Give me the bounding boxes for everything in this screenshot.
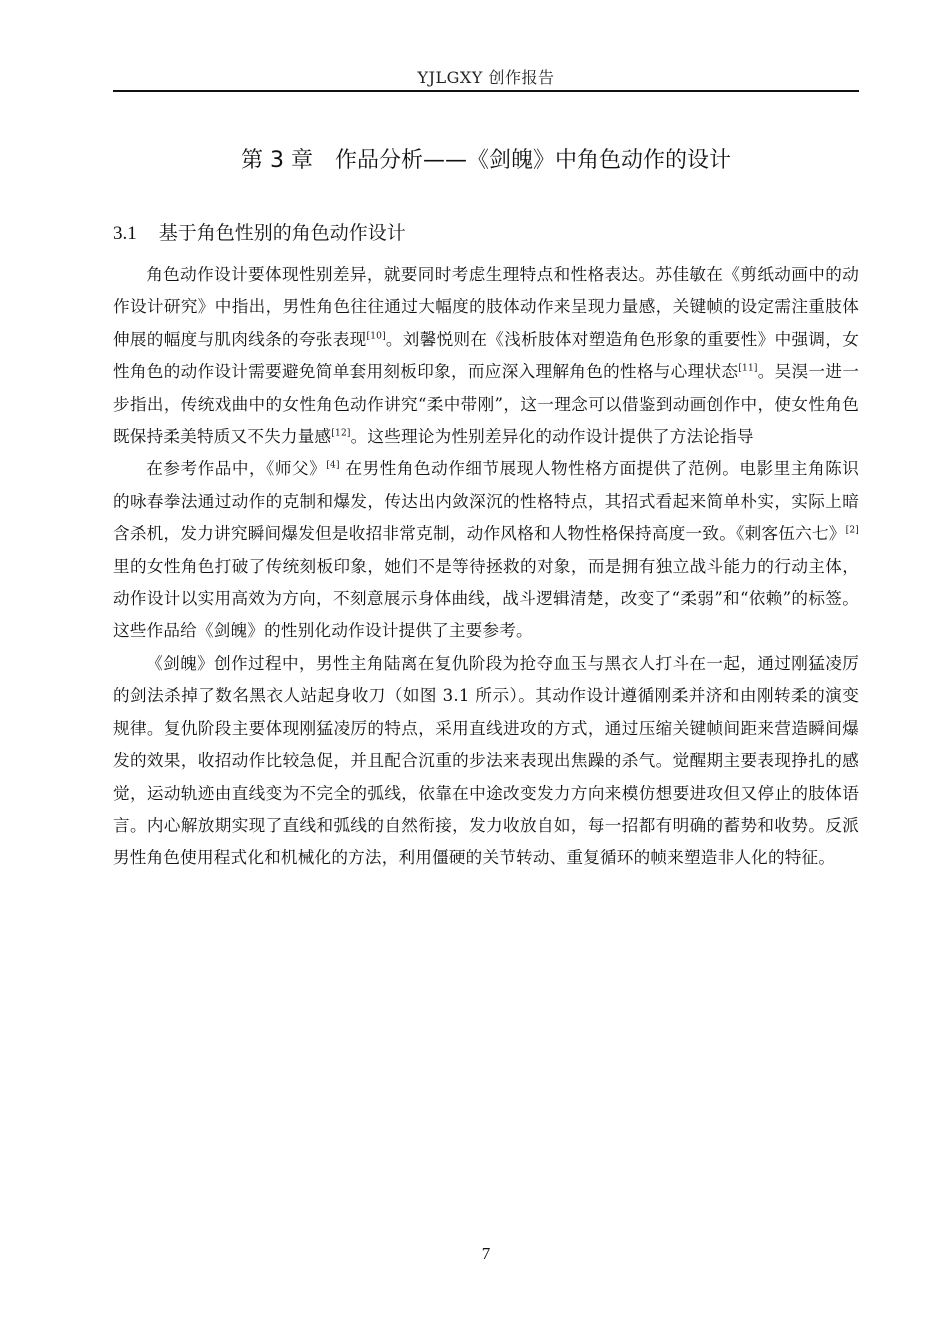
page-number: 7 xyxy=(481,1244,491,1263)
running-header: YJLGXY 创作报告 xyxy=(417,68,555,87)
paragraph-text: 。这些理论为性别差异化的动作设计提供了方法论指导 xyxy=(350,427,754,447)
paragraph-text: 。刘馨悦则在《浅析肢体对塑造角色形象的重要性》中强调，女性角色的动作设计需要避免简单套用刻板印象，而应深入理解角色的性格与心理状态 xyxy=(113,329,860,382)
citation-marker: [12] xyxy=(331,428,351,439)
paragraph-text: 《剑魄》创作过程中，男性主角陆离在复仇阶段为抢夺血玉与黑衣人打斗在一起，通过刚猛凌厉的剑法杀掉了数名黑衣人站起身收刀（如图 3.1 所示）。其动作设计遵循刚柔并济和由刚转柔的演变规律。复仇阶段主要体现刚猛凌厉的特点，采用直线进攻的方式，通过压缩关键帧间距来营造瞬间爆发的效果，收招动作比较急促，并且配合沉重的步法来表现出焦躁的杀气。觉醒期主要表现挣扎的感觉，运动轨迹由直线变为不完全的弧线，依靠在中途改变发力方向来模仿想要进攻但又停止的肢体语言。内心解放期实现了直线和弧线的自然衔接，发力收放自如，每一招都有明确的蓄势和收势。反派男性角色使用程式化和机械化的方法，利用僵硬的关节转动、重复循环的帧来塑造非人化的特征。 xyxy=(113,653,859,868)
paragraph-text: 。吴淏一进一步指出，传统戏曲中的女性角色动作讲究“柔中带刚”，这一理念可以借鉴到动画创作中，使女性角色既保持柔美特质又不失力量感 xyxy=(113,362,859,447)
paragraph-text: 在参考作品中，《师父》 xyxy=(146,459,327,479)
paragraph-text: 在男性角色动作细节展现人物性格方面提供了范例。电影里主角陈识的咏春拳法通过动作的克制和爆发，传达出内敛深沉的性格特点，其招式看起来简单朴实，实际上暗含杀机，发力讲究瞬间爆发但是收招非常克制，动作风格和人物性格保持高度一致。《刺客伍六七》 xyxy=(113,459,859,544)
paragraph-text: 角色动作设计要体现性别差异，就要同时考虑生理特点和性格表达。苏佳敏在《剪纸动画中的动作设计研究》中指出，男性角色往往通过大幅度的肢体动作来呈现力量感，关键帧的设定需注重肢体伸展的幅度与肌肉线条的夸张表现 xyxy=(113,265,859,349)
citation-marker: [2] xyxy=(845,525,859,536)
section-number: 3.1 xyxy=(113,223,137,244)
citation-marker: [4] xyxy=(326,460,340,471)
citation-marker: [10] xyxy=(366,331,386,342)
paragraph xyxy=(113,648,859,875)
citation-marker: [11] xyxy=(738,363,758,374)
chapter-title xyxy=(113,146,859,176)
section-title: 基于角色性别的角色动作设计 xyxy=(158,222,406,244)
paragraph-text: 里的女性角色打破了传统刻板印象，她们不是等待拯救的对象，而是拥有独立战斗能力的行动主体，动作设计以实用高效为方向，不刻意展示身体曲线，战斗逻辑清楚，改变了“柔弱”和“依赖”的标签。这些作品给《剑魄》的性别化动作设计提供了主要参考。 xyxy=(113,556,859,641)
chapter-title-text: 作品分析——《剑魄》中角色动作的设计 xyxy=(334,148,731,173)
header-rule xyxy=(113,90,859,92)
chapter-number: 第 3 章 xyxy=(241,148,313,173)
section-heading xyxy=(113,219,406,248)
paragraph xyxy=(113,453,859,647)
paragraph xyxy=(113,259,859,453)
body-text xyxy=(113,259,859,875)
